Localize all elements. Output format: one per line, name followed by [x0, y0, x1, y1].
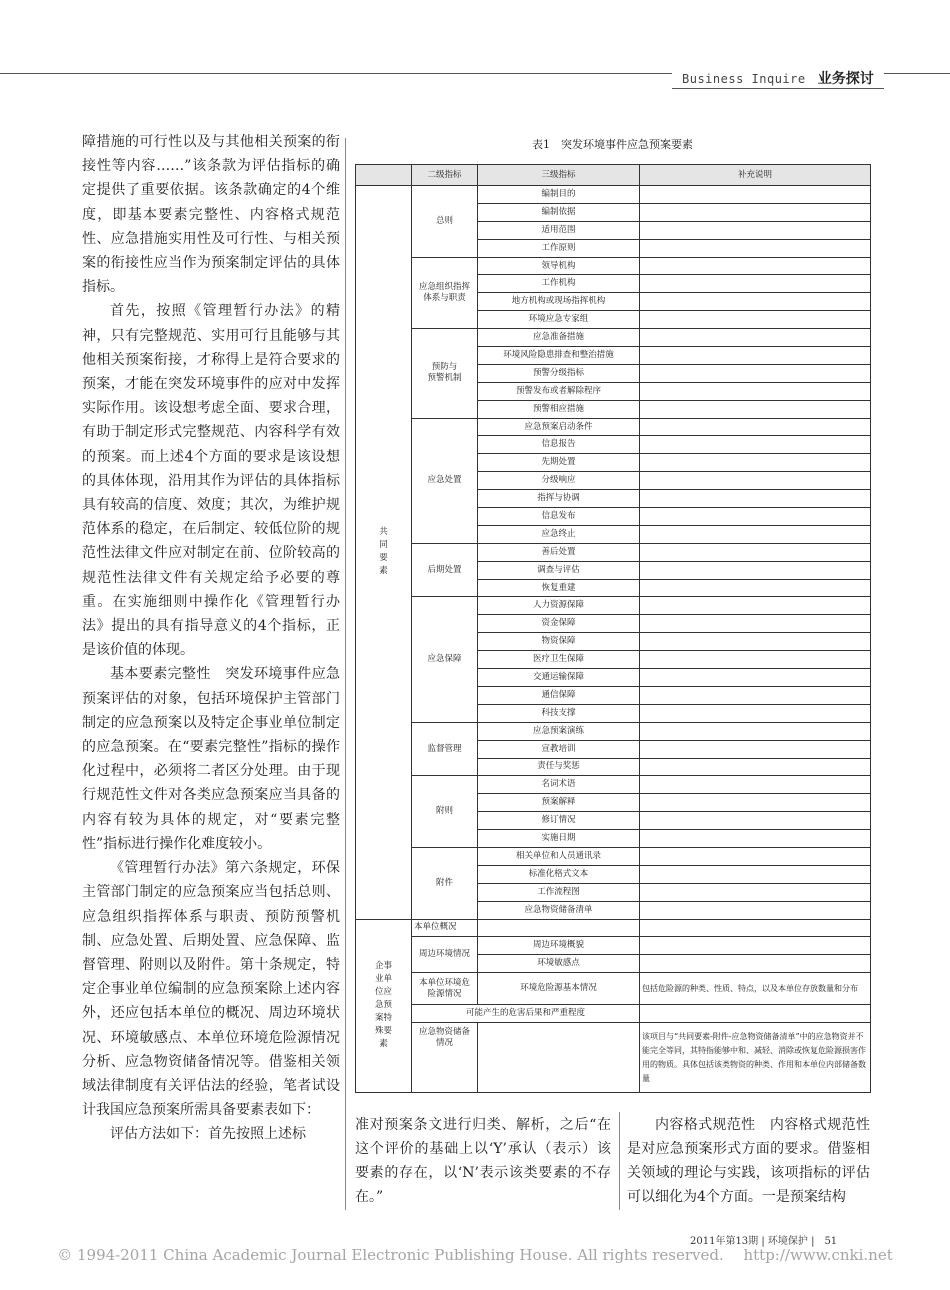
note-cell — [640, 758, 871, 776]
note-cell — [640, 722, 871, 740]
secondary-indicator: 本单位概况 — [412, 919, 478, 937]
paragraph: 内容格式规范性 内容格式规范性是对应急预案形式方面的要求。借鉴相关领域的理论与实践，该项指标的评估可以细化为4个方面。一是预案结构 — [627, 1117, 870, 1205]
right-column-1 — [355, 1113, 611, 1209]
tertiary-indicator: 环境敏感点 — [478, 955, 640, 973]
note-cell — [640, 686, 871, 704]
tertiary-indicator: 责任与奖惩 — [478, 758, 640, 776]
header-en: Business Inquire — [682, 72, 806, 86]
note-cell — [640, 651, 871, 669]
table-row — [356, 1023, 871, 1093]
elements-table — [355, 164, 870, 1093]
tertiary-indicator: 信息发布 — [478, 508, 640, 526]
table-header-cell: 二级指标 — [412, 165, 478, 186]
table-header-cell: 补充说明 — [640, 165, 871, 186]
tertiary-indicator: 应急准备措施 — [478, 329, 640, 347]
tertiary-indicator: 环境风险隐患排查和整治措施 — [478, 347, 640, 365]
tertiary-indicator — [478, 1023, 640, 1093]
note-cell — [640, 937, 871, 955]
page-footer: 2011年第13期 | 环境保护 | 51 — [690, 1236, 838, 1247]
column-divider — [619, 1112, 620, 1210]
note-cell — [640, 830, 871, 848]
note-cell: 该项目与“共同要素-附件-应急物资储备清单”中的应急物资并不能完全等同，其特指能够中和、减轻、消除或恢复危险源损害作用的物质。具体包括该类物资的种类、作用和本单位内部储备数量 — [640, 1023, 871, 1093]
table-row — [356, 186, 871, 204]
table-row — [356, 722, 871, 740]
tertiary-indicator: 预案解释 — [478, 794, 640, 812]
tertiary-indicator: 预警分级指标 — [478, 364, 640, 382]
note-cell — [640, 883, 871, 901]
table-row — [356, 597, 871, 615]
note-cell — [640, 382, 871, 400]
copyright-watermark: © 1994-2011 China Academic Journal Electronic Publishing House. All rights reserved. http://www.cnki.net — [57, 1246, 893, 1264]
note-cell — [640, 186, 871, 204]
note-cell — [640, 221, 871, 239]
paragraph: 基本要素完整性 突发环境事件应急预案评估的对象，包括环境保护主管部门制定的应急预案以及特定企事业单位制定的应急预案。在“要素完整性”指标的操作化过程中，必须将二者区分处理。由于现行规范性文件对各类应急预案应当具备的内容有较为具体的规定，对“要素完整性”指标进行操作化难度较小。 — [82, 666, 340, 852]
note-cell — [640, 257, 871, 275]
table-row — [356, 329, 871, 347]
table-row — [356, 257, 871, 275]
tertiary-indicator: 通信保障 — [478, 686, 640, 704]
tertiary-indicator: 宣教培训 — [478, 740, 640, 758]
tertiary-indicator: 恢复重建 — [478, 579, 640, 597]
table-row — [356, 847, 871, 865]
tertiary-indicator: 领导机构 — [478, 257, 640, 275]
right-column-2 — [627, 1113, 870, 1209]
tertiary-indicator: 环境应急专家组 — [478, 311, 640, 329]
tertiary-indicator: 信息报告 — [478, 436, 640, 454]
tertiary-indicator: 地方机构或现场指挥机构 — [478, 293, 640, 311]
note-cell — [640, 776, 871, 794]
note-cell — [640, 579, 871, 597]
table-header-cell: 三级指标 — [478, 165, 640, 186]
note-cell — [640, 901, 871, 919]
note-cell — [640, 669, 871, 687]
table-header-row — [356, 165, 871, 186]
tertiary-indicator — [478, 919, 640, 937]
tertiary-indicator: 医疗卫生保障 — [478, 651, 640, 669]
secondary-indicator: 总则 — [412, 186, 478, 258]
tertiary-indicator: 工作机构 — [478, 275, 640, 293]
tertiary-indicator: 实施日期 — [478, 830, 640, 848]
table-row — [356, 543, 871, 561]
tertiary-indicator: 先期处置 — [478, 454, 640, 472]
paragraph: 首先，按照《管理暂行办法》的精神，只有完整规范、实用可行且能够与其他相关预案衔接，才称得上是符合要求的预案，才能在突发环境事件的应对中发挥实际作用。该设想考虑全面、要求合理，有助于制定形式完整规范、内容科学有效的预案。而上述4个方面的要求是该设想的具体体现，沿用其作为评估的具体指标具有较高的信度、效度；其次，为维护规范体系的稳定，在后制定、较低位阶的规范性法律文件应对制定在前、位阶较高的规范性法律文件有关规定给予必要的尊重。在实施细则中操作化《管理暂行办法》提出的具有指导意义的4个指标，正是该价值的体现。 — [82, 303, 340, 659]
note-cell — [640, 347, 871, 365]
table-row — [356, 919, 871, 937]
left-column — [82, 130, 340, 1147]
note-cell — [640, 329, 871, 347]
tertiary-indicator: 标准化格式文本 — [478, 865, 640, 883]
note-cell — [640, 239, 871, 257]
tertiary-indicator: 科技支撑 — [478, 704, 640, 722]
note-cell — [640, 865, 871, 883]
tertiary-indicator: 编制依据 — [478, 203, 640, 221]
table-row — [356, 418, 871, 436]
tertiary-indicator: 环境危险源基本情况 — [478, 973, 640, 1005]
table-row — [356, 776, 871, 794]
tertiary-indicator: 交通运输保障 — [478, 669, 640, 687]
tertiary-indicator: 可能产生的危害后果和严重程度 — [412, 1005, 640, 1023]
note-cell — [640, 740, 871, 758]
note-cell — [640, 812, 871, 830]
tertiary-indicator: 资金保障 — [478, 615, 640, 633]
tertiary-indicator: 人力资源保障 — [478, 597, 640, 615]
secondary-indicator: 应急物资储备 情况 — [412, 1023, 478, 1093]
note-cell — [640, 847, 871, 865]
secondary-indicator: 应急处置 — [412, 418, 478, 543]
note-cell — [640, 311, 871, 329]
note-cell — [640, 615, 871, 633]
table-row — [356, 973, 871, 1005]
paragraph: 障措施的可行性以及与其他相关预案的衔接性等内容……”该条款为评估指标的确定提供了重要依据。该条款确定的4个维度，即基本要素完整性、内容格式规范性、应急措施实用性及可行性、与相关预案的衔接性应当作为预案制定评估的具体指标。 — [82, 134, 340, 296]
secondary-indicator: 监督管理 — [412, 722, 478, 776]
group-label-enterprise: 企事 业单 位应 急预 案特 殊要 素 — [356, 919, 412, 1093]
note-cell — [640, 543, 871, 561]
tertiary-indicator: 调查与评估 — [478, 561, 640, 579]
secondary-indicator: 本单位环境危 险源情况 — [412, 973, 478, 1005]
note-cell — [640, 704, 871, 722]
tertiary-indicator: 应急物资储备清单 — [478, 901, 640, 919]
paragraph: 准对预案条文进行归类、解析，之后“在这个评价的基础上以‘Y’承认（表示）该要素的存在，以‘N’表示该类要素的不存在。” — [355, 1117, 611, 1205]
table-row — [356, 1005, 871, 1023]
tertiary-indicator: 修订情况 — [478, 812, 640, 830]
tertiary-indicator: 应急预案演练 — [478, 722, 640, 740]
tertiary-indicator: 周边环境概貌 — [478, 937, 640, 955]
note-cell — [640, 919, 871, 937]
tertiary-indicator: 应急终止 — [478, 525, 640, 543]
note-cell — [640, 633, 871, 651]
table-header-cell — [356, 165, 412, 186]
tertiary-indicator: 物资保障 — [478, 633, 640, 651]
note-cell — [640, 597, 871, 615]
secondary-indicator: 附则 — [412, 776, 478, 848]
note-cell — [640, 436, 871, 454]
paragraph: 评估方法如下：首先按照上述标 — [110, 1126, 306, 1143]
tertiary-indicator: 善后处置 — [478, 543, 640, 561]
tertiary-indicator: 预警相应措施 — [478, 400, 640, 418]
paragraph: 《管理暂行办法》第六条规定，环保主管部门制定的应急预案应当包括总则、应急组织指挥体系与职责、预防预警机制、应急处置、后期处置、应急保障、监督管理、附则以及附件。第十条规定，特定企事业单位编制的应急预案除上述内容外，还应包括本单位的概况、周边环境状况、环境敏感点、本单位环境危险源情况分析、应急物资储备情况等。借鉴相关领域法律制度有关评估法的经验，笔者试设计我国应急预案所需具备要素表如下： — [82, 860, 340, 1119]
secondary-indicator: 附件 — [412, 847, 478, 919]
tertiary-indicator: 名词术语 — [478, 776, 640, 794]
note-cell — [640, 794, 871, 812]
header-zh: 业务探讨 — [817, 71, 874, 87]
note-cell — [640, 293, 871, 311]
tertiary-indicator: 指挥与协调 — [478, 490, 640, 508]
tertiary-indicator: 编制目的 — [478, 186, 640, 204]
note-cell — [640, 490, 871, 508]
secondary-indicator: 周边环境情况 — [412, 937, 478, 973]
note-cell — [640, 203, 871, 221]
note-cell — [640, 508, 871, 526]
tertiary-indicator: 预警发布或者解除程序 — [478, 382, 640, 400]
secondary-indicator: 应急保障 — [412, 597, 478, 722]
secondary-indicator: 应急组织指挥 体系与职责 — [412, 257, 478, 329]
note-cell — [640, 561, 871, 579]
note-cell — [640, 364, 871, 382]
note-cell — [640, 955, 871, 973]
tertiary-indicator: 适用范围 — [478, 221, 640, 239]
note-cell — [640, 1005, 871, 1023]
running-header — [672, 68, 884, 89]
secondary-indicator: 后期处置 — [412, 543, 478, 597]
note-cell — [640, 525, 871, 543]
tertiary-indicator: 工作原则 — [478, 239, 640, 257]
secondary-indicator: 预防与 预警机制 — [412, 329, 478, 418]
note-cell — [640, 400, 871, 418]
tertiary-indicator: 应急预案启动条件 — [478, 418, 640, 436]
tertiary-indicator: 分级响应 — [478, 472, 640, 490]
table-row — [356, 937, 871, 955]
note-cell — [640, 454, 871, 472]
table-caption: 表1 突发环境事件应急预案要素 — [532, 138, 693, 151]
group-label-common: 共 同 要 素 — [356, 186, 412, 920]
note-cell — [640, 472, 871, 490]
tertiary-indicator: 工作流程图 — [478, 883, 640, 901]
column-divider — [345, 138, 346, 1210]
note-cell — [640, 275, 871, 293]
note-cell — [640, 418, 871, 436]
note-cell: 包括危险源的种类、性质、特点，以及本单位存放数量和分布 — [640, 973, 871, 1005]
tertiary-indicator: 相关单位和人员通讯录 — [478, 847, 640, 865]
